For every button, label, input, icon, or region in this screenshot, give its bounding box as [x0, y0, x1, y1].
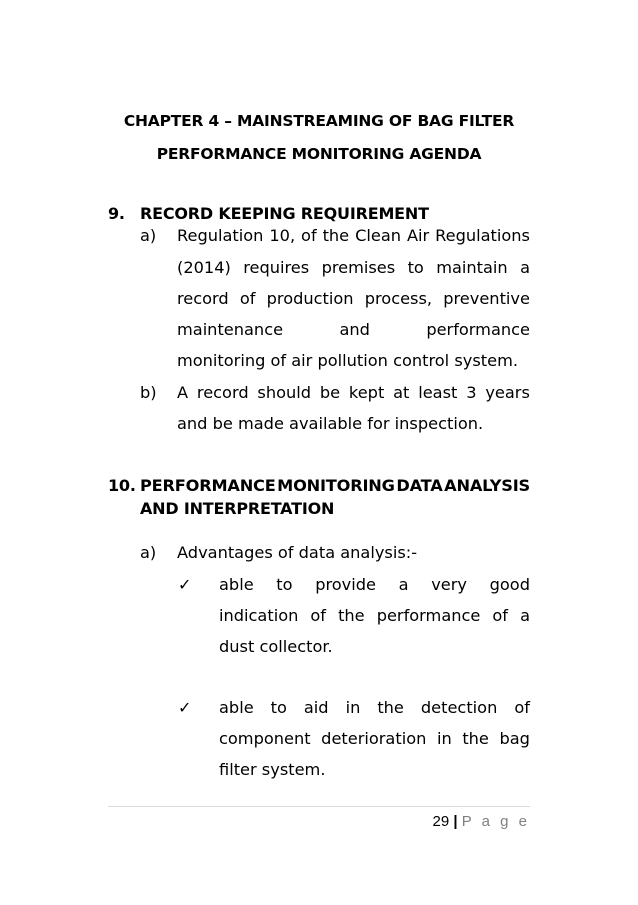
word: indication	[219, 606, 299, 625]
word: a	[398, 575, 409, 594]
section-9-item-a-line-2	[177, 258, 530, 277]
footer-separator: |	[453, 813, 458, 830]
page-number: 29	[432, 813, 450, 830]
word: able	[219, 698, 254, 717]
section-9-item-a-line-1	[177, 226, 530, 245]
page-footer	[380, 813, 530, 830]
word: very	[431, 575, 467, 594]
word: record	[196, 383, 249, 402]
word: least	[418, 383, 458, 402]
word: Clean	[355, 226, 402, 245]
page-label: P a g e	[461, 813, 530, 830]
word: of	[514, 698, 530, 717]
word: record	[177, 289, 229, 308]
word: in	[345, 698, 361, 717]
section-9-number: 9.	[108, 204, 125, 223]
word: performance	[376, 606, 481, 625]
word: in	[436, 729, 452, 748]
word: 3	[466, 383, 477, 402]
section-9-item-a-marker: a)	[140, 226, 157, 245]
word: Regulations	[435, 226, 530, 245]
section-9-item-a-line-4	[177, 320, 530, 339]
word: Regulation	[177, 226, 264, 245]
word: and	[339, 320, 370, 339]
word: the	[322, 226, 350, 245]
word: aid	[303, 698, 329, 717]
word: at	[393, 383, 410, 402]
word: a	[520, 606, 530, 625]
section-10-number: 10.	[108, 476, 136, 495]
word: requires	[243, 258, 310, 277]
word: of	[301, 226, 317, 245]
section-10-title-line-2: AND INTERPRETATION	[140, 499, 335, 518]
word: maintenance	[177, 320, 284, 339]
word: ANALYSIS	[444, 476, 530, 495]
word: of	[310, 606, 327, 625]
word: provide	[315, 575, 376, 594]
section-9-item-b-marker: b)	[140, 383, 157, 402]
section-9-item-a-line-3	[177, 289, 530, 308]
word: A	[177, 383, 189, 402]
word: the	[377, 698, 404, 717]
bullet-1-line-3: dust collector.	[219, 637, 333, 656]
word: deterioration	[321, 729, 427, 748]
bullet-2-line-1	[219, 698, 530, 717]
word: be	[319, 383, 341, 402]
word: years	[485, 383, 530, 402]
section-10-item-a-marker: a)	[140, 543, 157, 562]
word: performance	[426, 320, 530, 339]
word: of	[239, 289, 256, 308]
section-9-item-a-line-5: monitoring of air pollution control system.	[177, 351, 518, 370]
bullet-2-line-2	[219, 729, 530, 748]
word: should	[257, 383, 312, 402]
chapter-heading-line-1: CHAPTER 4 – MAINSTREAMING OF BAG FILTER	[123, 112, 515, 130]
word: DATA	[396, 476, 443, 495]
word: of	[492, 606, 509, 625]
word: 10,	[269, 226, 296, 245]
word: bag	[499, 729, 530, 748]
word: able	[219, 575, 254, 594]
bullet-2-line-3: filter system.	[219, 760, 326, 779]
word: maintain	[436, 258, 508, 277]
bullet-1-line-1	[219, 575, 530, 594]
word: to	[407, 258, 424, 277]
word: a	[520, 258, 530, 277]
word: premises	[321, 258, 396, 277]
bullet-1-line-2	[219, 606, 530, 625]
word: process,	[364, 289, 433, 308]
section-9-title: RECORD KEEPING REQUIREMENT	[140, 204, 429, 223]
word: the	[338, 606, 365, 625]
footer-divider	[108, 806, 530, 807]
word: preventive	[443, 289, 530, 308]
word: to	[270, 698, 287, 717]
word: good	[489, 575, 530, 594]
word: the	[462, 729, 489, 748]
word: (2014)	[177, 258, 231, 277]
chapter-heading-line-2: PERFORMANCE MONITORING AGENDA	[156, 145, 482, 163]
checkmark-icon: ✓	[178, 698, 192, 717]
word: Air	[406, 226, 430, 245]
word: PERFORMANCE	[140, 476, 276, 495]
section-10-item-a-text: Advantages of data analysis:-	[177, 543, 418, 562]
word: production	[266, 289, 354, 308]
section-9-item-b-line-1	[177, 383, 530, 402]
word: to	[276, 575, 293, 594]
checkmark-icon: ✓	[178, 575, 192, 594]
word: MONITORING	[277, 476, 395, 495]
word: detection	[420, 698, 498, 717]
word: kept	[348, 383, 385, 402]
section-10-title-line-1	[140, 476, 530, 495]
section-9-item-b-line-2: and be made available for inspection.	[177, 414, 484, 433]
word: component	[219, 729, 311, 748]
